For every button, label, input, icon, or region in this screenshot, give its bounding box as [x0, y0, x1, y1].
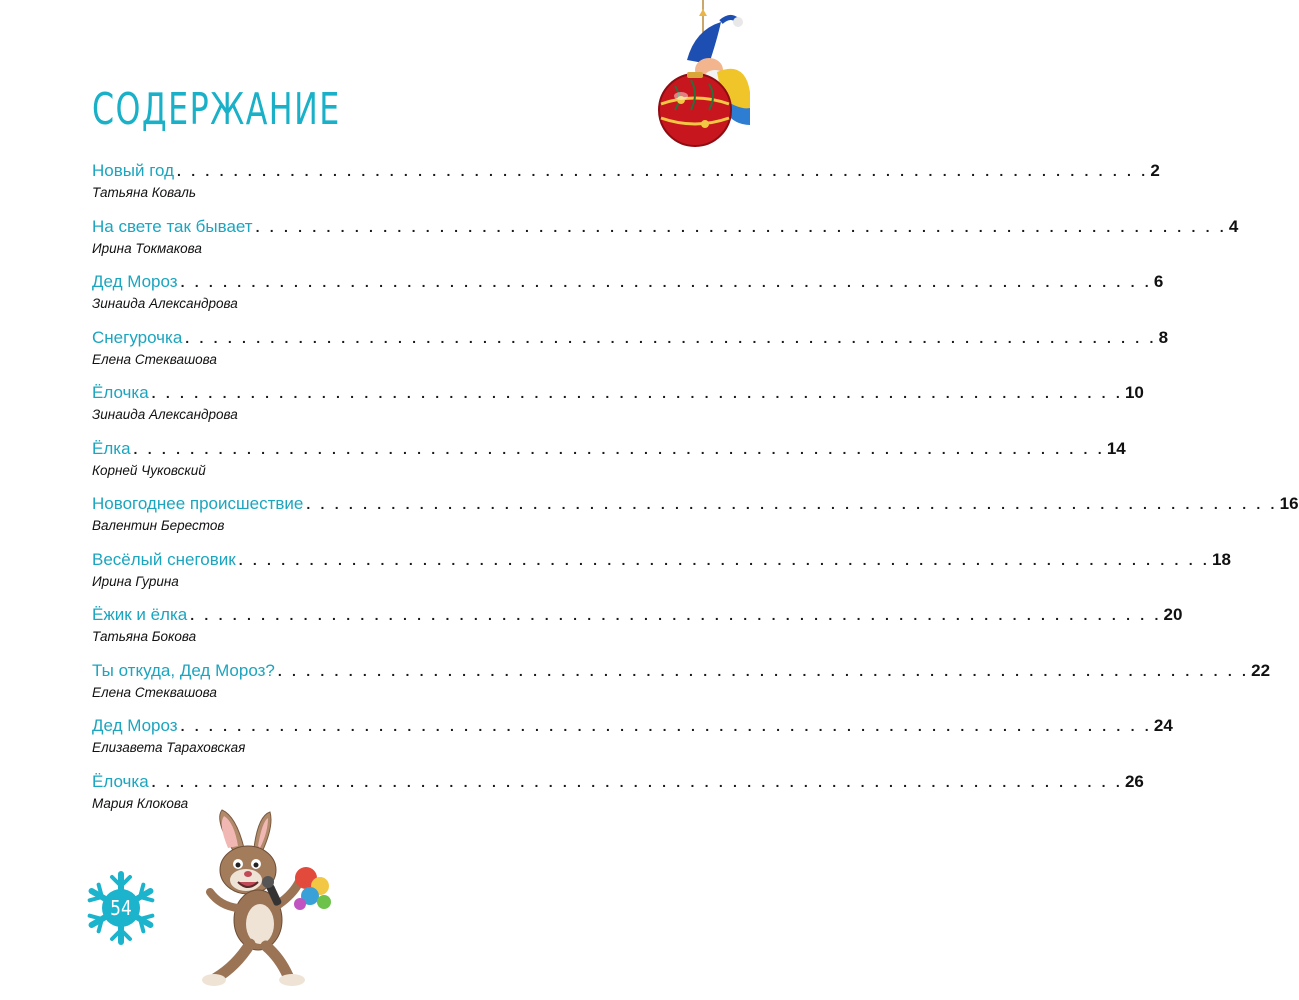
dot-leader: . . . . . . . . . . . . . . . . . . . . . . . . . . . . . . . . . . . . . . . . . . . . . . . . . . . . . . . . . . . . . . . . . . . . . — [151, 773, 1123, 790]
dot-leader: . . . . . . . . . . . . . . . . . . . . . . . . . . . . . . . . . . . . . . . . . . . . . . . . . . . . . . . . . . . . . . . . . . . . . — [151, 385, 1123, 401]
toc-entry-page: 26 — [1124, 771, 1144, 791]
toc-entry — [92, 327, 1169, 383]
toc-entry-title: Ёлка — [92, 438, 131, 458]
toc-entry — [92, 382, 1144, 438]
toc-entry-author: Елена Стеквашова — [92, 351, 217, 367]
dot-leader: . . . . . . . . . . . . . . . . . . . . . . . . . . . . . . . . . . . . . . . . . . . . . . . . . . . . . . . . . . . . . . . . . . . . . — [238, 551, 1210, 568]
toc-entry-line — [92, 771, 1144, 793]
dot-leader: . . . . . . . . . . . . . . . . . . . . . . . . . . . . . . . . . . . . . . . . . . . . . . . . . . . . . . . . . . . . . . . . . . . . . — [185, 329, 1157, 346]
toc-entry-page: 6 — [1153, 272, 1164, 291]
toc-entry-line — [92, 271, 1164, 293]
toc-entry — [92, 715, 1173, 771]
toc-entry-page: 2 — [1150, 161, 1160, 180]
toc-entry-page: 22 — [1251, 660, 1271, 680]
christmas-ornament-gnome-illustration — [625, 0, 750, 155]
toc-entry-line — [92, 327, 1169, 349]
toc-entry-line — [92, 160, 1160, 182]
toc-entry — [92, 604, 1183, 660]
toc-entry-title: Ты откуда, Дед Мороз? — [92, 660, 275, 680]
toc-entry-author: Татьяна Коваль — [92, 185, 196, 200]
toc-entry-line — [92, 493, 1299, 515]
toc-entry — [92, 160, 1160, 216]
toc-entry-title: Дед Мороз — [92, 716, 178, 735]
toc-entry — [92, 271, 1164, 327]
toc-entry-title: Новый год — [92, 161, 175, 180]
toc-entry-page: 10 — [1124, 383, 1144, 402]
dot-leader: . . . . . . . . . . . . . . . . . . . . . . . . . . . . . . . . . . . . . . . . . . . . . . . . . . . . . . . . . . . . . . . . . . . . . — [177, 163, 1149, 179]
dot-leader: . . . . . . . . . . . . . . . . . . . . . . . . . . . . . . . . . . . . . . . . . . . . . . . . . . . . . . . . . . . . . . . . . . . . . — [255, 218, 1227, 235]
toc-entry-page: 20 — [1163, 605, 1183, 624]
toc-entry-line — [92, 382, 1144, 404]
toc-entry-author: Валентин Берестов — [92, 518, 225, 533]
toc-entry-line — [92, 549, 1231, 571]
toc-entry-page: 14 — [1106, 438, 1126, 458]
toc-entry — [92, 438, 1126, 494]
dancing-hare-illustration — [196, 808, 346, 993]
toc-entry-page: 24 — [1153, 716, 1173, 735]
toc-entry-page: 4 — [1228, 216, 1239, 236]
toc-entry-title: Дед Мороз — [92, 272, 178, 291]
dot-leader: . . . . . . . . . . . . . . . . . . . . . . . . . . . . . . . . . . . . . . . . . . . . . . . . . . . . . . . . . . . . . . . . . . . . . — [133, 440, 1105, 457]
toc-entry — [92, 660, 1271, 716]
dot-leader: . . . . . . . . . . . . . . . . . . . . . . . . . . . . . . . . . . . . . . . . . . . . . . . . . . . . . . . . . . . . . . . . . . . . . — [277, 662, 1250, 679]
toc-entry-title: Снегурочка — [92, 327, 183, 347]
toc-entry-author: Елена Стеквашова — [92, 684, 217, 700]
toc-entry-page: 8 — [1158, 327, 1169, 347]
toc-entry-author: Корней Чуковский — [92, 462, 206, 478]
toc-entry-line — [92, 604, 1183, 626]
dot-leader: . . . . . . . . . . . . . . . . . . . . . . . . . . . . . . . . . . . . . . . . . . . . . . . . . . . . . . . . . . . . . . . . . . . . . — [180, 274, 1152, 290]
toc-entry-author: Зинаида Александрова — [92, 407, 238, 422]
toc-entry-author: Ирина Гурина — [92, 573, 179, 589]
toc-entry-author: Татьяна Бокова — [92, 629, 197, 644]
toc-entry-line — [92, 216, 1239, 238]
toc-entry-line — [92, 715, 1173, 737]
toc-entry-title: Ёлочка — [92, 383, 149, 402]
dot-leader: . . . . . . . . . . . . . . . . . . . . . . . . . . . . . . . . . . . . . . . . . . . . . . . . . . . . . . . . . . . . . . . . . . . . . — [180, 718, 1152, 734]
toc-entry-title: Ёжик и ёлка — [92, 605, 188, 624]
toc-entry — [92, 771, 1144, 827]
dot-leader: . . . . . . . . . . . . . . . . . . . . . . . . . . . . . . . . . . . . . . . . . . . . . . . . . . . . . . . . . . . . . . . . . . . . . — [306, 496, 1278, 512]
toc-entry-page: 18 — [1212, 549, 1231, 569]
toc-entry-title: Весёлый снеговик — [92, 549, 236, 569]
toc-entry-author: Зинаида Александрова — [92, 296, 238, 311]
toc-entry-title: На свете так бывает — [92, 216, 253, 236]
toc-entry — [92, 549, 1231, 605]
dot-leader: . . . . . . . . . . . . . . . . . . . . . . . . . . . . . . . . . . . . . . . . . . . . . . . . . . . . . . . . . . . . . . . . . . . . . — [190, 607, 1162, 623]
page-title: СОДЕРЖАНИЕ — [92, 84, 341, 135]
toc-entry-line — [92, 438, 1126, 460]
toc-entry — [92, 216, 1239, 272]
toc-entry — [92, 493, 1299, 549]
toc-entry-title: Ёлочка — [92, 771, 149, 791]
toc-entry-author: Елизавета Тараховская — [92, 740, 246, 755]
toc-entry-line — [92, 660, 1271, 682]
toc-entry-title: Новогоднее происшествие — [92, 494, 304, 513]
page-number: 54 — [110, 896, 132, 920]
toc-entry-author: Ирина Токмакова — [92, 240, 202, 256]
table-of-contents — [92, 160, 1299, 826]
toc-entry-page: 16 — [1279, 494, 1299, 513]
toc-entry-author: Мария Клокова — [92, 795, 189, 811]
